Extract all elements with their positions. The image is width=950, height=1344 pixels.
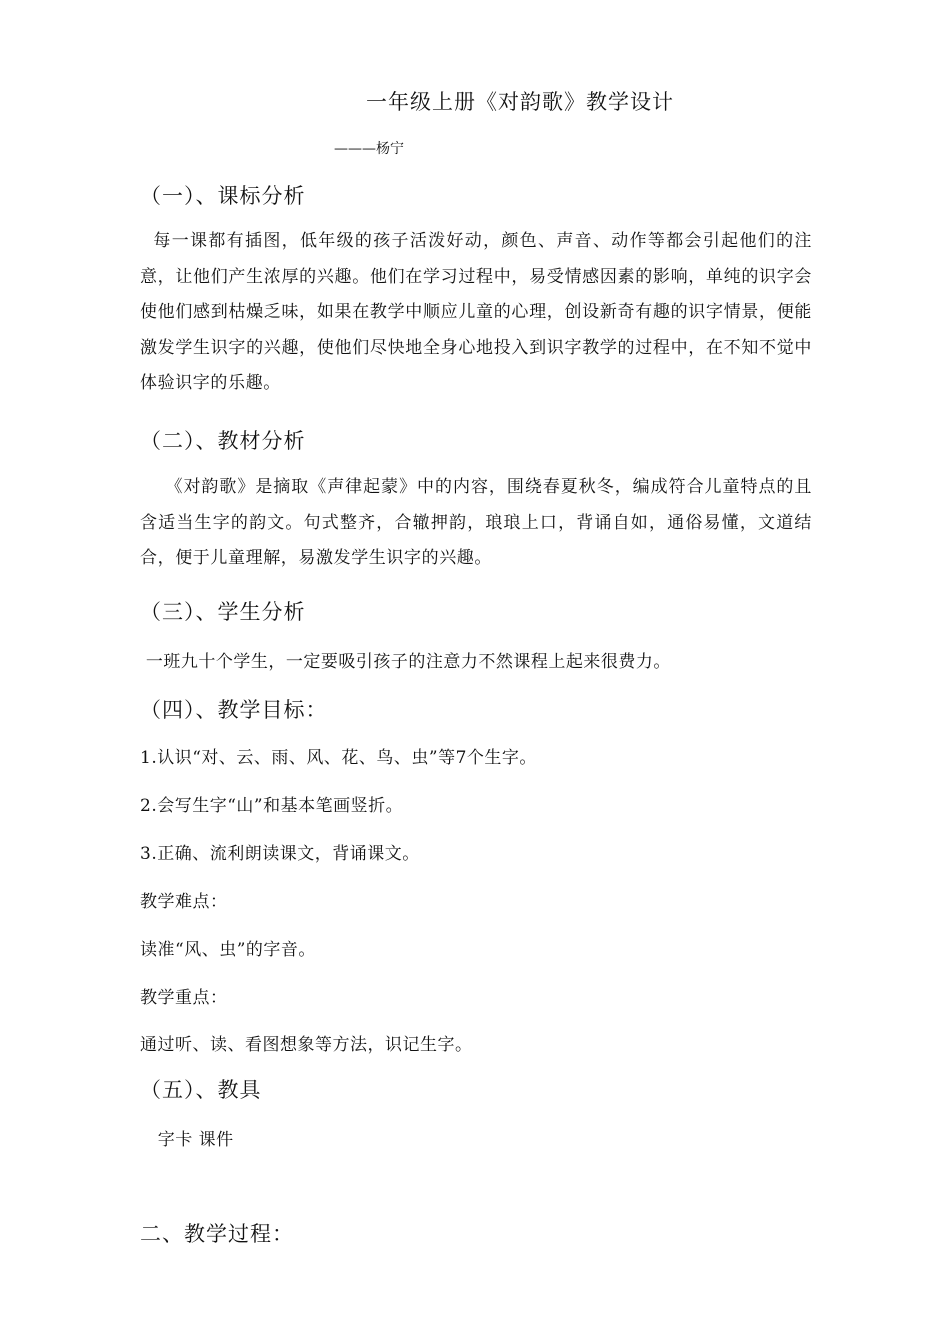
teaching-difficulty-label: 教学难点： bbox=[140, 892, 228, 912]
section-heading-textbook-analysis: （二）、教材分析 bbox=[140, 429, 306, 453]
document-title: 一年级上册《对韵歌》教学设计 bbox=[366, 90, 674, 114]
teaching-key-label: 教学重点： bbox=[140, 988, 228, 1008]
section-heading-teaching-goals: （四）、教学目标： bbox=[140, 698, 328, 722]
teaching-goal-3: 3.正确、流利朗读课文，背诵课文。 bbox=[140, 844, 420, 864]
section-body-teaching-aids: 字卡 课件 bbox=[140, 1130, 234, 1150]
section-heading-teaching-aids: （五）、教具 bbox=[140, 1078, 262, 1102]
section-body-textbook-analysis: 《对韵歌》是摘取《声律起蒙》中的内容，围绕春夏秋冬，编成符合儿童特点的且含适当生字的韵文。句式整齐，合辙押韵，琅琅上口，背诵自如，通俗易懂，文道结合，便于儿童理解，易激发学生识字的兴趣。 bbox=[140, 477, 812, 569]
teaching-difficulty: 读准“风、虫”的字音。 bbox=[140, 940, 316, 960]
section-heading-teaching-process: 二、教学过程： bbox=[140, 1222, 294, 1246]
teaching-goal-1: 1.认识“对、云、雨、风、花、鸟、虫”等7个生字。 bbox=[140, 748, 537, 768]
teaching-goal-2: 2.会写生字“山”和基本笔画竖折。 bbox=[140, 796, 404, 816]
author-line: ———杨宁 bbox=[334, 141, 404, 157]
section-heading-student-analysis: （三）、学生分析 bbox=[140, 600, 306, 624]
section-heading-curriculum-analysis: （一）、课标分析 bbox=[140, 184, 306, 208]
teaching-key: 通过听、读、看图想象等方法，识记生字。 bbox=[140, 1035, 473, 1055]
section-body-curriculum-analysis: 每一课都有插图，低年级的孩子活泼好动，颜色、声音、动作等都会引起他们的注意，让他们产生浓厚的兴趣。他们在学习过程中，易受情感因素的影响，单纯的识字会使他们感到枯燥乏味，如果在教学中顺应儿童的心理，创设新奇有趣的识字情景，便能激发学生识字的兴趣，使他们尽快地全身心地投入到识字教学的过程中，在不知不觉中体验识字的乐趣。 bbox=[140, 231, 812, 394]
section-body-student-analysis: 一班九十个学生，一定要吸引孩子的注意力不然课程上起来很费力。 bbox=[140, 652, 671, 672]
